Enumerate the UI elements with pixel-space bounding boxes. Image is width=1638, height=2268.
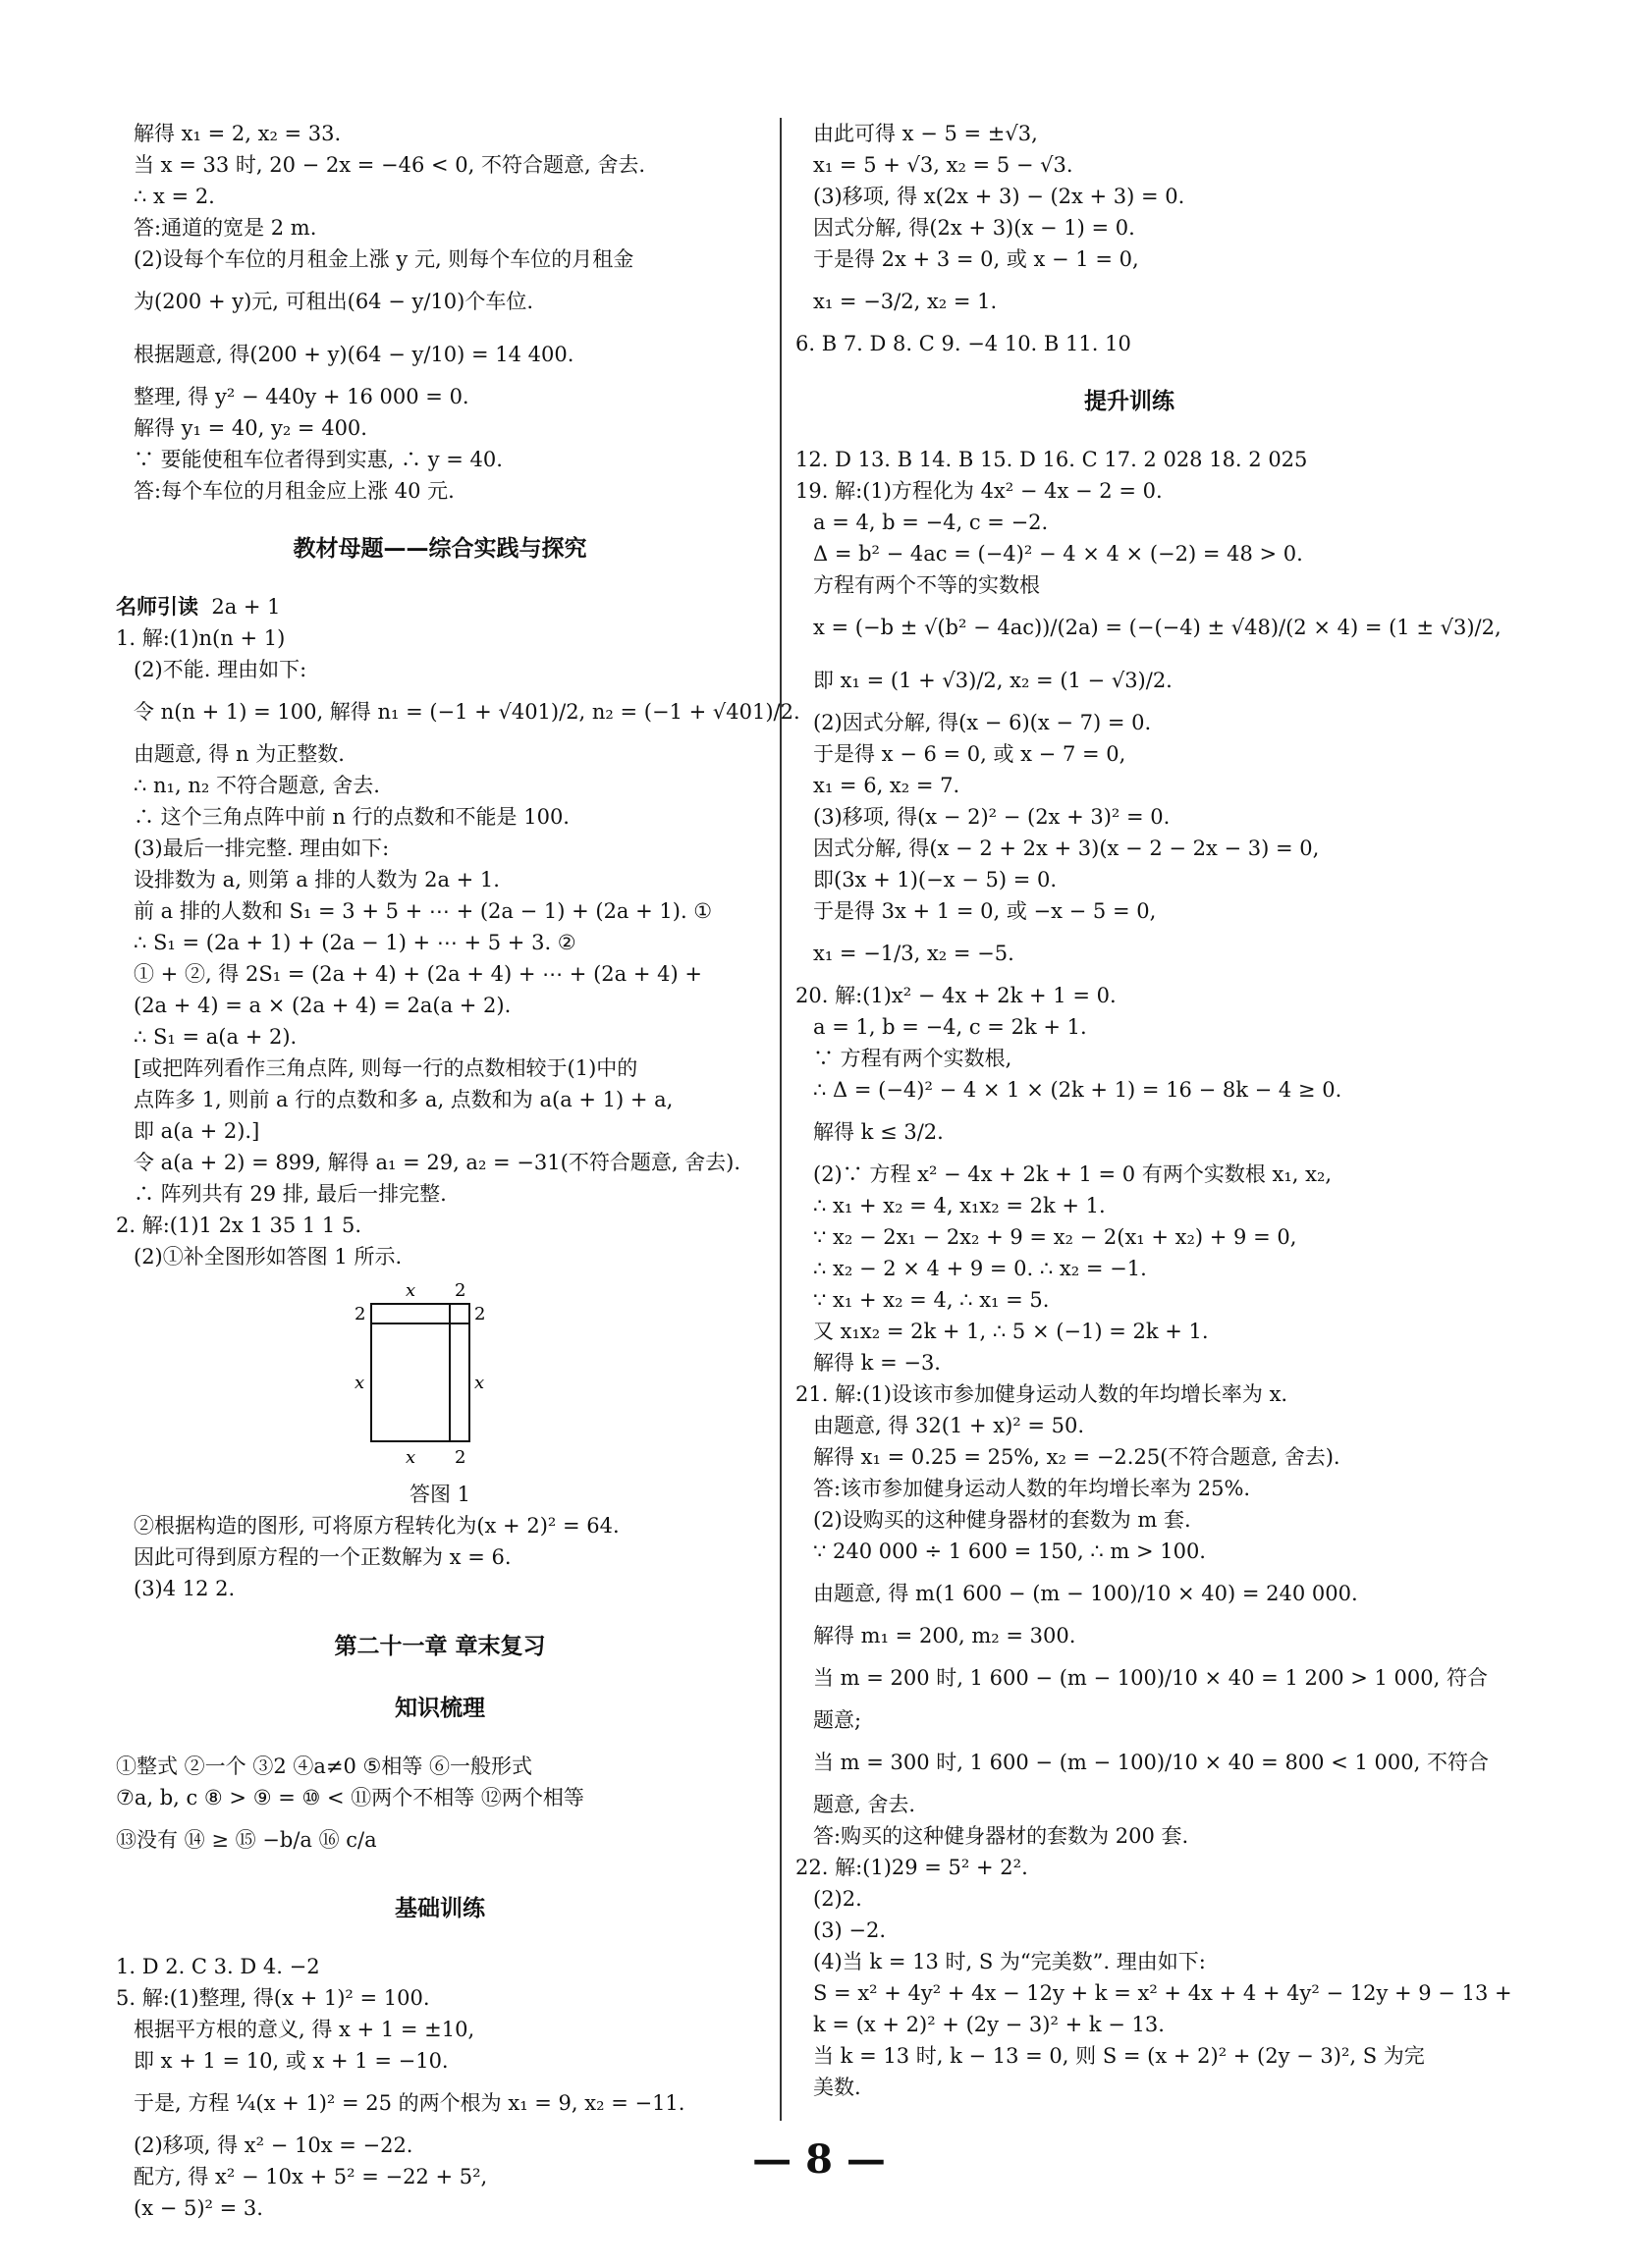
- text-line: (2)不能. 理由如下:: [134, 658, 307, 681]
- chapter-heading: 第二十一章 章末复习: [334, 1634, 546, 1659]
- text-line: 5. 解:(1)整理, 得(x + 1)² = 100.: [116, 1986, 430, 2010]
- text-line: (2)①补全图形如答图 1 所示.: [134, 1245, 403, 1269]
- label-teacher-guide: 名师引读: [116, 595, 198, 619]
- text-line: Δ = b² − 4ac = (−4)² − 4 × 4 × (−2) = 48 > 0.: [813, 542, 1303, 566]
- text-line: 前 a 排的人数和 S₁ = 3 + 5 + ⋯ + (2a − 1) + (2a + 1). ①: [134, 899, 713, 923]
- text-line: 解得 m₁ = 200, m₂ = 300.: [813, 1624, 1076, 1647]
- text-line: (2)∵ 方程 x² − 4x + 2k + 1 = 0 有两个实数根 x₁, x₂,: [813, 1162, 1333, 1186]
- text-line: 由题意, 得 32(1 + x)² = 50.: [813, 1414, 1085, 1437]
- text-line: 整理, 得 y² − 440y + 16 000 = 0.: [134, 385, 469, 408]
- text-line: 即 a(a + 2).]: [134, 1119, 260, 1143]
- text-line: 当 x = 33 时, 20 − 2x = −46 < 0, 不符合题意, 舍去.: [134, 153, 646, 177]
- text-line: 当 k = 13 时, k − 13 = 0, 则 S = (x + 2)² + (2y − 3)², S 为完: [813, 2044, 1425, 2068]
- label-right-x: x: [474, 1373, 485, 1393]
- text-line: 即(3x + 1)(−x − 5) = 0.: [813, 868, 1058, 891]
- text-line: x = (−b ± √(b² − 4ac))/(2a) = (−(−4) ± √48)/(2 × 4) = (1 ± √3)/2,: [813, 616, 1502, 639]
- text-line: 解得 x₁ = 0.25 = 25%, x₂ = −2.25(不符合题意, 舍去).: [813, 1445, 1340, 1469]
- text-line: 20. 解:(1)x² − 4x + 2k + 1 = 0.: [795, 984, 1117, 1007]
- text-line: 答:通道的宽是 2 m.: [134, 216, 317, 240]
- section-heading: 提升训练: [1084, 389, 1174, 414]
- text-line: ① + ②, 得 2S₁ = (2a + 4) + (2a + 4) + ⋯ + (2a + 4) +: [134, 962, 702, 986]
- text-line: ∵ x₁ + x₂ = 4, ∴ x₁ = 5.: [813, 1288, 1050, 1312]
- left-column: [116, 118, 800, 2224]
- text-line: ∴ 这个三角点阵中前 n 行的点数和不能是 100.: [134, 805, 570, 829]
- label-right-2: 2: [474, 1304, 486, 1324]
- text-line: (2)设购买的这种健身器材的套数为 m 套.: [813, 1508, 1191, 1532]
- text-line: 因式分解, 得(x − 2 + 2x + 3)(x − 2 − 2x − 3) = 0,: [813, 837, 1320, 860]
- text-line: ∵ 要能使租车位者得到实惠, ∴ y = 40.: [134, 448, 503, 471]
- text-line: 于是, 方程 ¼(x + 1)² = 25 的两个根为 x₁ = 9, x₂ = −11.: [134, 2091, 685, 2115]
- label-bottom-x: x: [406, 1447, 416, 1468]
- text-line: 2a + 1: [211, 595, 281, 619]
- text-line: 点阵多 1, 则前 a 行的点数和多 a, 点数和为 a(a + 1) + a,: [134, 1088, 674, 1111]
- section-heading: 基础训练: [395, 1896, 485, 1921]
- text-line: (3)移项, 得 x(2x + 3) − (2x + 3) = 0.: [813, 185, 1185, 208]
- text-line: ∴ S₁ = (2a + 1) + (2a − 1) + ⋯ + 5 + 3. ②: [134, 931, 576, 954]
- text-line: 美数.: [813, 2076, 861, 2099]
- text-line: ∴ x = 2.: [134, 185, 215, 208]
- text-line: 于是得 3x + 1 = 0, 或 −x − 5 = 0,: [813, 899, 1157, 923]
- text-line: 12. D 13. B 14. B 15. D 16. C 17. 2 028 18. 2 025: [795, 448, 1308, 471]
- label-top-2: 2: [455, 1280, 466, 1301]
- text-line: 解得 x₁ = 2, x₂ = 33.: [134, 122, 342, 145]
- text-line: S = x² + 4y² + 4x − 12y + k = x² + 4x + 4 + 4y² − 12y + 9 − 13 +: [813, 1981, 1512, 2005]
- text-line: (3)移项, 得(x − 2)² − (2x + 3)² = 0.: [813, 805, 1171, 829]
- text-line: ∴ Δ = (−4)² − 4 × 1 × (2k + 1) = 16 − 8k − 4 ≥ 0.: [813, 1078, 1342, 1102]
- text-line: ∵ x₂ − 2x₁ − 2x₂ + 9 = x₂ − 2(x₁ + x₂) + 9 = 0,: [813, 1225, 1297, 1249]
- label-left-2: 2: [355, 1304, 366, 1324]
- text-line: ∴ x₁ + x₂ = 4, x₁x₂ = 2k + 1.: [813, 1194, 1106, 1217]
- text-line: 当 m = 300 时, 1 600 − (m − 100)/10 × 40 = 800 < 1 000, 不符合: [813, 1751, 1489, 1774]
- figure-caption: 答图 1: [409, 1483, 471, 1506]
- section-heading: 教材母题——综合实践与探究: [293, 536, 587, 562]
- text-line: (3)4 12 2.: [134, 1577, 236, 1600]
- text-line: ∴ S₁ = a(a + 2).: [134, 1025, 298, 1049]
- text-line: k = (x + 2)² + (2y − 3)² + k − 13.: [813, 2013, 1165, 2036]
- text-line: 答:该市参加健身运动人数的年均增长率为 25%.: [813, 1477, 1251, 1500]
- square-diagram: [116, 1278, 764, 1475]
- text-line: 答:购买的这种健身器材的套数为 200 套.: [813, 1824, 1189, 1848]
- text-line: (2a + 4) = a × (2a + 4) = 2a(a + 2).: [134, 994, 512, 1017]
- answer-figure-1: [116, 1278, 764, 1475]
- text-line: 题意, 舍去.: [813, 1793, 916, 1816]
- text-line: x₁ = −3/2, x₂ = 1.: [813, 290, 998, 313]
- text-line: ①整式 ②一个 ③2 ④a≠0 ⑤相等 ⑥一般形式: [116, 1755, 533, 1778]
- text-line: (x − 5)² = 3.: [134, 2196, 263, 2220]
- text-line: ∵ 240 000 ÷ 1 600 = 150, ∴ m > 100.: [813, 1539, 1206, 1563]
- text-line: 2. 解:(1)1 2x 1 35 1 1 5.: [116, 1214, 361, 1237]
- right-column: [795, 118, 1512, 2103]
- text-line: 因式分解, 得(2x + 3)(x − 1) = 0.: [813, 216, 1135, 240]
- text-line: 1. 解:(1)n(n + 1): [116, 626, 286, 650]
- text-line: 解得 k = −3.: [813, 1351, 941, 1375]
- text-line: 由此可得 x − 5 = ±√3,: [813, 122, 1038, 145]
- text-line: 根据题意, 得(200 + y)(64 − y/10) = 14 400.: [134, 343, 574, 366]
- text-line: 答:每个车位的月租金应上涨 40 元.: [134, 479, 455, 503]
- text-line: (2)因式分解, 得(x − 6)(x − 7) = 0.: [813, 711, 1152, 734]
- text-line: 又 x₁x₂ = 2k + 1, ∴ 5 × (−1) = 2k + 1.: [813, 1320, 1209, 1343]
- text-line: 于是得 x − 6 = 0, 或 x − 7 = 0,: [813, 742, 1126, 766]
- text-line: 由题意, 得 n 为正整数.: [134, 742, 345, 766]
- text-line: 解得 y₁ = 40, y₂ = 400.: [134, 416, 367, 440]
- text-line: (4)当 k = 13 时, S 为“完美数”. 理由如下:: [813, 1950, 1206, 1973]
- text-line: 19. 解:(1)方程化为 4x² − 4x − 2 = 0.: [795, 479, 1163, 503]
- text-line: ⑬没有 ⑭ ≥ ⑮ −b/a ⑯ c/a: [116, 1828, 377, 1852]
- text-line: 于是得 2x + 3 = 0, 或 x − 1 = 0,: [813, 247, 1139, 271]
- text-line: 解得 k ≤ 3/2.: [813, 1120, 944, 1144]
- text-line: (3)最后一排完整. 理由如下:: [134, 837, 390, 860]
- text-line: 设排数为 a, 则第 a 排的人数为 2a + 1.: [134, 868, 500, 891]
- text-line: ∵ 方程有两个实数根,: [813, 1047, 1012, 1070]
- text-line: 当 m = 200 时, 1 600 − (m − 100)/10 × 40 = 1 200 > 1 000, 符合: [813, 1666, 1488, 1690]
- text-line: x₁ = −1/3, x₂ = −5.: [813, 942, 1014, 965]
- text-line: 根据平方根的意义, 得 x + 1 = ±10,: [134, 2018, 475, 2041]
- text-line: 题意;: [813, 1708, 862, 1732]
- text-line: 因此可得到原方程的一个正数解为 x = 6.: [134, 1545, 512, 1569]
- page-number: — 8 —: [752, 2136, 886, 2183]
- text-line: 令 n(n + 1) = 100, 解得 n₁ = (−1 + √401)/2, n₂ = (−1 + √401)/2.: [134, 700, 800, 724]
- text-line: [或把阵列看作三角点阵, 则每一行的点数相较于(1)中的: [134, 1056, 638, 1080]
- text-line: ∴ n₁, n₂ 不符合题意, 舍去.: [134, 774, 380, 797]
- text-line: 即 x₁ = (1 + √3)/2, x₂ = (1 − √3)/2.: [813, 669, 1173, 692]
- text-line: (3) −2.: [813, 1918, 887, 1942]
- text-line: x₁ = 5 + √3, x₂ = 5 − √3.: [813, 153, 1073, 177]
- label-top-x: x: [406, 1280, 416, 1301]
- text-line: ∴ 阵列共有 29 排, 最后一排完整.: [134, 1182, 447, 1206]
- text-line: (2)设每个车位的月租金上涨 y 元, 则每个车位的月租金: [134, 247, 634, 271]
- text-line: a = 1, b = −4, c = 2k + 1.: [813, 1015, 1087, 1039]
- text-line: 为(200 + y)元, 可租出(64 − y/10)个车位.: [134, 290, 534, 313]
- text-line: x₁ = 6, x₂ = 7.: [813, 774, 960, 797]
- label-bottom-2: 2: [455, 1447, 466, 1468]
- text-line: a = 4, b = −4, c = −2.: [813, 511, 1049, 534]
- text-line: ⑦a, b, c ⑧ > ⑨ = ⑩ < ⑪两个不相等 ⑫两个相等: [116, 1786, 584, 1809]
- text-line: (2)移项, 得 x² − 10x = −22.: [134, 2133, 413, 2157]
- text-line: 1. D 2. C 3. D 4. −2: [116, 1955, 320, 1978]
- text-line: 22. 解:(1)29 = 5² + 2².: [795, 1856, 1028, 1879]
- text-line: 即 x + 1 = 10, 或 x + 1 = −10.: [134, 2049, 449, 2073]
- text-line: 21. 解:(1)设该市参加健身运动人数的年均增长率为 x.: [795, 1382, 1288, 1406]
- label-left-x: x: [355, 1373, 365, 1393]
- text-line: 由题意, 得 m(1 600 − (m − 100)/10 × 40) = 240 000.: [813, 1582, 1358, 1605]
- text-line: ②根据构造的图形, 可将原方程转化为(x + 2)² = 64.: [134, 1514, 620, 1538]
- section-heading: 知识梳理: [395, 1696, 485, 1721]
- text-line: 6. B 7. D 8. C 9. −4 10. B 11. 10: [795, 332, 1131, 355]
- text-line: (2)2.: [813, 1887, 862, 1911]
- text-line: 配方, 得 x² − 10x + 5² = −22 + 5²,: [134, 2165, 488, 2188]
- text-line: ∴ x₂ − 2 × 4 + 9 = 0. ∴ x₂ = −1.: [813, 1257, 1147, 1280]
- text-line: 令 a(a + 2) = 899, 解得 a₁ = 29, a₂ = −31(不符合题意, 舍去).: [134, 1151, 741, 1174]
- column-divider: [780, 118, 782, 2121]
- text-line: 方程有两个不等的实数根: [813, 573, 1040, 597]
